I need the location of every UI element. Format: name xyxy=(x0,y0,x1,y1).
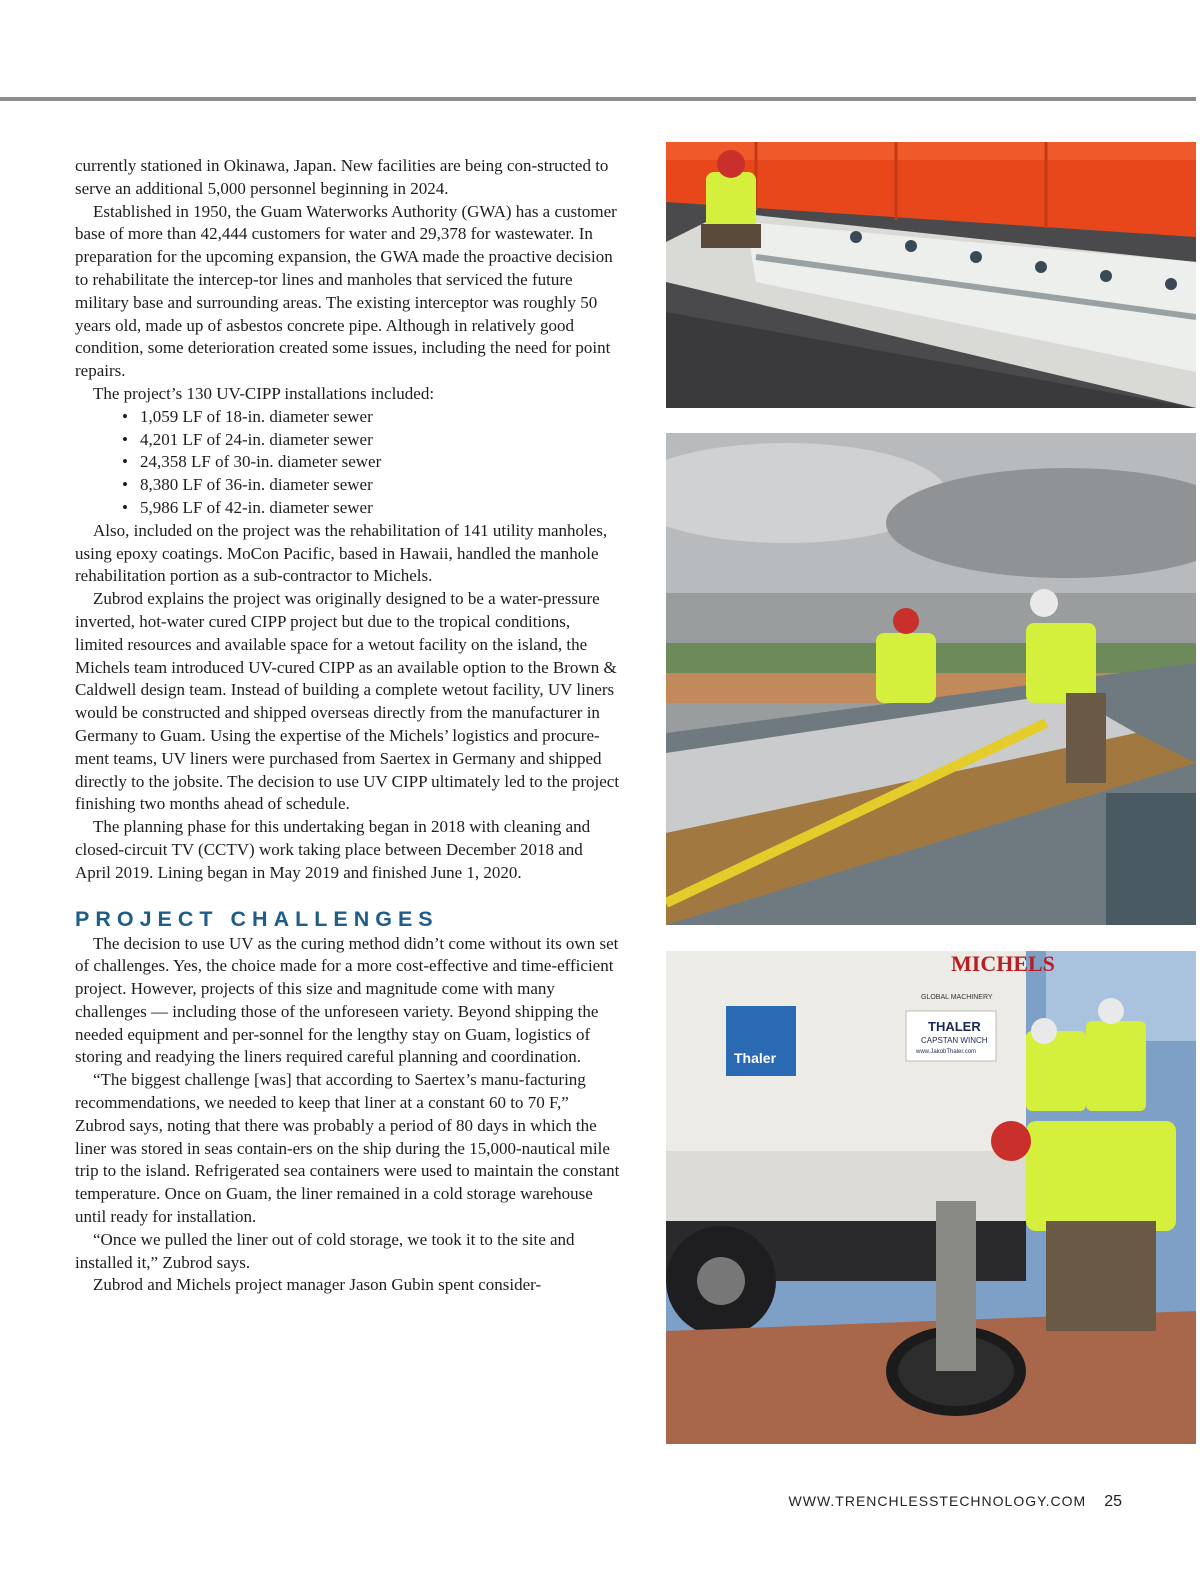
paragraph: The planning phase for this undertaking began in 2018 with cleaning and closed-circuit TV (CCTV) work taking place between December 2018 and April 2019. Lining began in May 2019 and finished June 1, 2020. xyxy=(75,817,591,882)
paragraph: Also, included on the project was the rehabilitation of 141 utility manholes, using epoxy coatings. MoCon Pacific, based in Hawaii, handled the manhole rehabilitation portion as a sub-contractor to Michels. xyxy=(75,520,608,586)
installations-list xyxy=(75,406,620,520)
list-item: • 24,358 LF of 30-in. diameter sewer xyxy=(122,451,620,474)
paragraph: Established in 1950, the Guam Waterworks Authority (GWA) has a customer base of more than 42,444 customers for water and 29,378 for wastewater. In preparation for the upcoming expansion, the GWA made the proactive decision to rehabilitate the intercep-tor lines and manholes that serviced the future military base and surrounding areas. The existing interceptor was roughly 50 years old, made up of asbestos concrete pipe. Although in relatively good condition, some deterioration created some issues, including the need for point repairs. xyxy=(75,201,617,381)
capstan-winch-text: CAPSTAN WINCH xyxy=(921,1036,988,1045)
global-machinery-text: GLOBAL MACHINERY xyxy=(921,994,993,1001)
paragraph: currently stationed in Okinawa, Japan. New facilities are being con-structed to serve an additional 5,000 personnel beginning in 2024. xyxy=(75,156,609,198)
list-item: • 5,986 LF of 42-in. diameter sewer xyxy=(122,497,620,520)
thaler-sign-text: THALER xyxy=(928,1019,981,1034)
section-heading: PROJECT CHALLENGES xyxy=(75,906,439,931)
thaler-web-text: www.JakobThaler.com xyxy=(916,1049,977,1055)
page-number: 25 xyxy=(1104,1493,1122,1510)
paragraph: Zubrod and Michels project manager Jason Gubin spent consider- xyxy=(93,1275,542,1295)
paragraph: “The biggest challenge [was] that according to Saertex’s manu-facturing recommendations, we needed to keep that liner at a constant 60 to 70 F,” Zubrod says, noting that there was probably a period of 80 days in which the liner was stored in seas contain-ers on the ship during the 15,000-nautical mile trip to the island. Refrigerated sea containers were used to maintain the constant temperature. Once on Guam, the liner remained in a cold storage warehouse until ready for installation. xyxy=(75,1070,620,1227)
page-footer xyxy=(789,1493,1122,1511)
paragraph: The project’s 130 UV-CIPP installations included: xyxy=(93,383,435,403)
paragraph: “Once we pulled the liner out of cold storage, we took it to the site and installed it,” Zubrod says. xyxy=(75,1229,575,1272)
michels-logo-text: MICHELS xyxy=(951,951,1055,976)
photo-crew-on-truck xyxy=(666,433,1196,925)
footer-url: WWW.TRENCHLESSTECHNOLOGY.COM xyxy=(788,1493,1087,1509)
paragraph: The decision to use UV as the curing method didn’t come without its own set of challenges. Yes, the choice made for a more cost-effective and time-efficient project. However, projects of this size and magnitude come with many challenges — including those of the unforeseen variety. Beyond shipping the needed equipment and per-sonnel for the lengthy stay on Guam, logistics of storing and readying the liners required careful planning and coordination. xyxy=(75,933,619,1067)
article-column xyxy=(75,155,620,1297)
list-item: • 1,059 LF of 18-in. diameter sewer xyxy=(122,406,620,429)
photo-liner-on-road xyxy=(666,142,1196,408)
paragraph: Zubrod explains the project was originally designed to be a water-pressure inverted, hot-water cured CIPP project but due to the tropical conditions, limited resources and available space for a wetout facility on the island, the Michels team introduced UV-cured CIPP as an available option to the Brown & Caldwell design team. Instead of building a complete wetout facility, UV liners would be constructed and shipped overseas directly from the manufacturer in Germany to Guam. Using the expertise of the Michels’ logistics and procure-ment teams, UV liners were purchased from Saertex in Germany and shipped directly to the jobsite. The decision to use UV CIPP ultimately led to the project finishing two months ahead of schedule. xyxy=(75,589,620,814)
thaler-decal-text: Thaler xyxy=(734,1050,777,1066)
photo-winch-truck-manhole xyxy=(666,951,1196,1444)
top-rule xyxy=(0,97,1196,101)
list-item: • 4,201 LF of 24-in. diameter sewer xyxy=(122,429,620,452)
list-item: • 8,380 LF of 36-in. diameter sewer xyxy=(122,474,620,497)
